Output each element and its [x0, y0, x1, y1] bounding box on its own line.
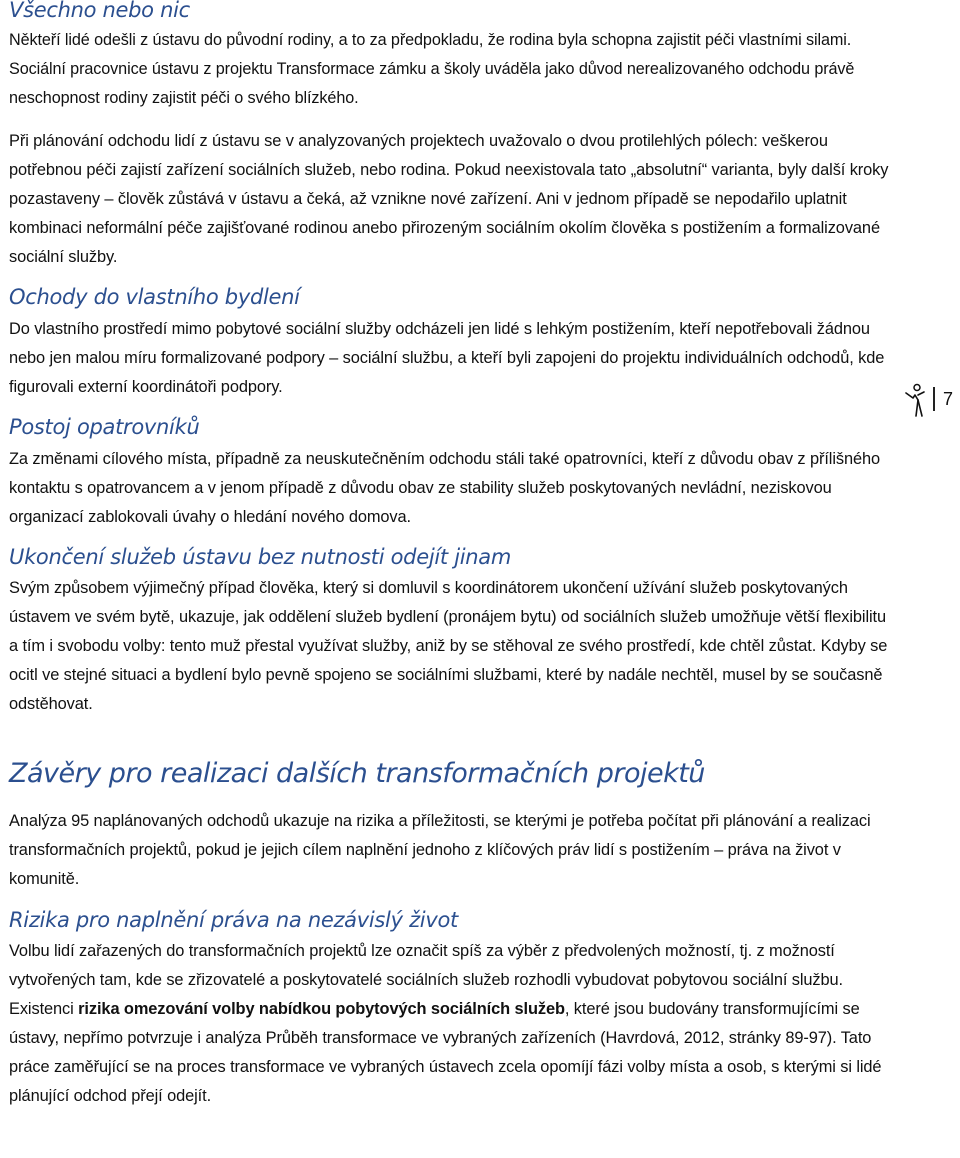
heading-postoj-opatrovniku: Postoj opatrovníků [9, 415, 200, 439]
page-marker [905, 383, 957, 419]
heading-odchody-vlastni-bydleni: Ochody do vlastního bydlení [9, 285, 300, 309]
heading-rizika: Rizika pro naplnění práva na nezávislý život [9, 908, 458, 932]
heading-ukonceni-sluzeb: Ukončení služeb ústavu bez nutnosti odejít jinam [9, 545, 511, 569]
paragraph-planovani: Při plánování odchodu lidí z ústavu se v analyzovaných projektech uvažovalo o dvou protilehlých pólech: veškerou potřebnou péči zajistí zařízení sociálních služeb, nebo rodina. Pokud neexistovala tato „absolutní“ varianta, byly další kroky pozastaveny – člověk zůstává v ústavu a čeká, až vznikne nové zařízení. Ani v jednom případě se nepodařilo uplatnit kombinaci neformální péče zajišťované rodinou anebo přirozeným sociálním okolím člověka s postižením a formalizované sociální služby. [9, 132, 889, 266]
paragraph-ukonceni: Svým způsobem výjimečný případ člověka, který si domluvil s koordinátorem ukončení užívání služeb poskytovaných ústavem ve svém bytě, ukazuje, jak oddělení služeb bydlení (pronájem bytu) od sociálních služeb umožňuje větší flexibilitu a tím i svobodu volby: tento muž přestal využívat služby, aniž by se stěhoval ze svého prostředí, kde chtěl zůstat. Kdyby se ocitl ve stejné situaci a bydlení bylo pevně spojeno se sociálními službami, které by nadále nechtěl, musel by se současně odstěhovat. [9, 579, 888, 713]
heading-vsechno-nebo-nic: Všechno nebo nic [9, 0, 190, 22]
page-number: 7 [943, 389, 954, 409]
rizika-text-bold: rizika omezování volby nabídkou pobytových sociálních služeb [78, 1000, 565, 1018]
page-number-divider [933, 387, 935, 411]
rizika-text-end: , které jsou budovány transformujícími se ústavy, nepřímo potvrzuje i analýza Průběh transformace ve vybraných zařízeních (Havrdová, 2012, stránky 89-97). Tato práce zaměřující se na proces transformace ve vybraných ústavech zcela opomíjí fázi volby místa a osob, s kterými si lidé plánující odchod přejí odejít. [9, 1000, 882, 1105]
paragraph-vlastni-bydleni: Do vlastního prostředí mimo pobytové sociální služby odcházeli jen lidé s lehkým postižením, kteří nepotřebovali žádnou nebo jen malou míru formalizované podpory – sociální službu, a kteří byli zapojeni do projektu individuálních odchodů, kde figurovali externí koordinátoři podpory. [9, 320, 885, 396]
person-figure-icon [905, 383, 933, 417]
document-page [9, 0, 889, 1111]
paragraph-rodina: Někteří lidé odešli z ústavu do původní rodiny, a to za předpokladu, že rodina byla schopna zajistit péči vlastními silami. Sociální pracovnice ústavu z projektu Transformace zámku a školy uváděla jako důvod nerealizovaného odchodu právě neschopnost rodiny zajistit péči o svého blízkého. [9, 31, 855, 107]
paragraph-rizika [9, 937, 889, 1111]
chapter-heading-zavery: Závěry pro realizaci dalších transformačních projektů [9, 758, 705, 789]
rizika-text-start: Volbu lidí zařazených do transformačních projektů lze označit spíš za výběr z předvolených možností, tj. z možností vytvořených tam, kde se zřizovatelé a poskytovatelé sociálních služeb rozhodli vybudovat pobytovou sociální službu. Existenci [9, 942, 843, 1018]
paragraph-opatrovnici: Za změnami cílového místa, případně za neuskutečněním odchodu stáli také opatrovníci, kteří z důvodu obav z přílišného kontaktu s opatrovancem a v jenom případě z důvodu obav ze stability služeb poskytovaných nevládní, neziskovou organizací zablokovali úvahy o hledání nového domova. [9, 450, 881, 526]
paragraph-analyza: Analýza 95 naplánovaných odchodů ukazuje na rizika a příležitosti, se kterými je potřeba počítat při plánování a realizaci transformačních projektů, pokud je jejich cílem naplnění jednoho z klíčových práv lidí s postižením – práva na život v komunitě. [9, 812, 871, 888]
